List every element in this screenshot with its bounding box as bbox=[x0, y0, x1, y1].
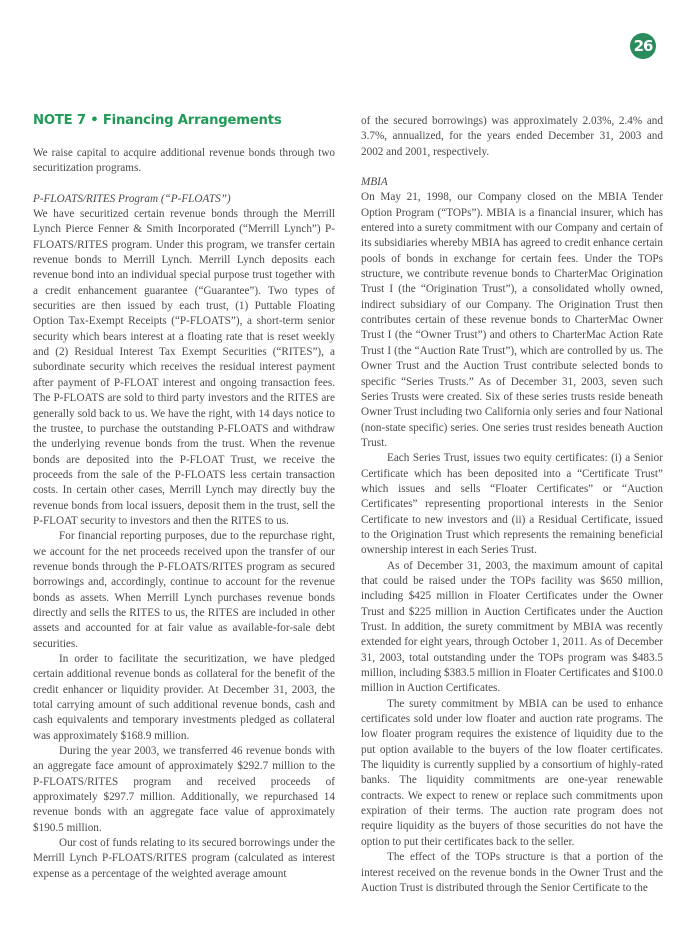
body-paragraph: Our cost of funds relating to its secured borrowings under the Merrill Lynch P-FLOATS/RITES program (calculated as interest expense as a percentage of the weighted average amount bbox=[33, 837, 335, 880]
body-paragraph: For financial reporting purposes, due to the repurchase right, we account for the net proceeds received upon the transfer of our revenue bonds through the P-FLOATS/RITES program as secured borrowings and, accordingly, continue to account for the revenue bonds as assets. When Merrill Lynch purchases revenue bonds directly and sells the RITES to us, the RITES are included in other assets and accounted for at fair value as available-for-sale debt securities. bbox=[33, 530, 335, 650]
body-paragraph: The surety commitment by MBIA can be used to enhance certificates sold under low floater and auction rate programs. The low floater program requires the existence of liquidity due to the put option available to the buyers of the low floater certificates. The liquidity is currently supplied by a consortium of highly-rated banks. The liquidity commitments are one-year renewable contracts. We expect to renew or replace such commitments upon expiration of their terms. The auction rate program does not require liquidity as the buyers of those securities do not have the option to put their certificates back to the seller. bbox=[361, 697, 663, 848]
body-paragraph: In order to facilitate the securitization, we have pledged certain additional revenue bonds as collateral for the benefit of the credit enhancer or liquidity provider. At December 31, 2003, the total carrying amount of such additional revenue bonds, cash and cash equivalents and temporary investments pledged as collateral was approximately $168.9 million. bbox=[33, 653, 335, 742]
body-paragraph: On May 21, 1998, our Company closed on the MBIA Tender Option Program (“TOPs”). MBIA is a financial insurer, which has entered into a surety commitment with our Company and certain of its subsidiaries whereby MBIA has agreed to credit enhance certain pools of bonds in exchange for certain fees. Under the TOPs structure, we contribute revenue bonds to CharterMac Origination Trust I (the “Origination Trust”), a consolidated wholly owned, indirect subsidiary of our Company. The Origination Trust then contributes certain of these revenue bonds to CharterMac Owner Trust I (the “Owner Trust”) and others to CharterMac Action Rate Trust I (the “Auction Rate Trust”), which are controlled by us. The Owner Trust and the Auction Trust contribute selected bonds to specific “Series Trusts.” As of December 31, 2003, seven such Series Trusts were created. Six of these series trusts reside beneath Owner Trust including two California only series and four National (non-state specific) series. One series trust resides beneath Auction Trust. bbox=[361, 191, 663, 449]
pfloats-subheading: P-FLOATS/RITES Program (“P-FLOATS”) bbox=[33, 192, 231, 205]
body-paragraph: As of December 31, 2003, the maximum amount of capital that could be raised under the TOPs facility was $650 million, including $425 million in Floater Certificates under the Owner Trust and $225 million in Auction Certificates under the Auction Trust. In addition, the surety commitment by MBIA was recently extended for eight years, through October 1, 2011. As of December 31, 2003, total outstanding under the TOPs program was $483.5 million, including $383.5 million in Floater Certificates and $100.0 million in Auction Certificates. bbox=[361, 559, 663, 695]
body-paragraph: We have securitized certain revenue bonds through the Merrill Lynch Pierce Fenner & Smith Incorporated (“Merrill Lynch”) P-FLOATS/RITES program. Under this program, we transfer certain revenue bonds to Merrill Lynch. Merrill Lynch deposits each revenue bond into an individual special purpose trust together with a credit enhancement guarantee (“Guarantee”). Two types of securities are then issued by each trust, (1) Puttable Floating Option Tax-Exempt Receipts (“P-FLOATS”), a short-term senior security which bears interest at a floating rate that is reset weekly and (2) Residual Interest Tax Exempt Securities (“RITES”), a subordinate security which receives the residual interest payment after payment of P-FLOAT interest and ongoing transaction fees. The P-FLOATS are sold to third party investors and the RITES are generally sold back to us. We have the right, with 14 days notice to the trustee, to purchase the outstanding P-FLOATS and withdraw the underlying revenue bonds from the trust. When the revenue bonds are deposited into the P-FLOAT Trust, we receive the proceeds from the sale of the P-FLOATS less certain transaction costs. In certain other cases, Merrill Lynch may directly buy the revenue bonds from local issuers, deposit them in the trust, sell the P-FLOAT security to investors and then the RITES to us. bbox=[33, 208, 335, 527]
right-column bbox=[361, 114, 663, 896]
body-paragraph: Each Series Trust, issues two equity certificates: (i) a Senior Certificate which has been deposited into a “Certificate Trust” which issues and sells “Floater Certificates” or “Auction Certificates” representing proportional interests in the Senior Certificate to new investors and (ii) a Residual Certificate, issued to the Origination Trust which represents the remaining beneficial ownership interest in each Series Trust. bbox=[361, 452, 663, 557]
page-number-badge: 26 bbox=[630, 33, 656, 59]
body-paragraph: During the year 2003, we transferred 46 revenue bonds with an aggregate face amount of approximately $292.7 million to the P-FLOATS/RITES program and received proceeds of approximately $297.7 million. Additionally, we repurchased 14 revenue bonds with an aggregate face value of approximately $190.5 million. bbox=[33, 745, 335, 834]
continuation-paragraph: of the secured borrowings) was approximately 2.03%, 2.4% and 3.7%, annualized, for the years ended December 31, 2003 and 2002 and 2001, respectively. bbox=[361, 115, 663, 158]
body-paragraph: The effect of the TOPs structure is that a portion of the interest received on the revenue bonds in the Owner Trust and the Auction Trust is distributed through the Senior Certificate to the bbox=[361, 851, 663, 894]
mbia-subheading: MBIA bbox=[361, 176, 388, 189]
intro-paragraph: We raise capital to acquire additional revenue bonds through two securitization programs. bbox=[33, 147, 335, 175]
left-column bbox=[33, 113, 335, 882]
note-heading: NOTE 7 • Financing Arrangements bbox=[33, 113, 282, 128]
